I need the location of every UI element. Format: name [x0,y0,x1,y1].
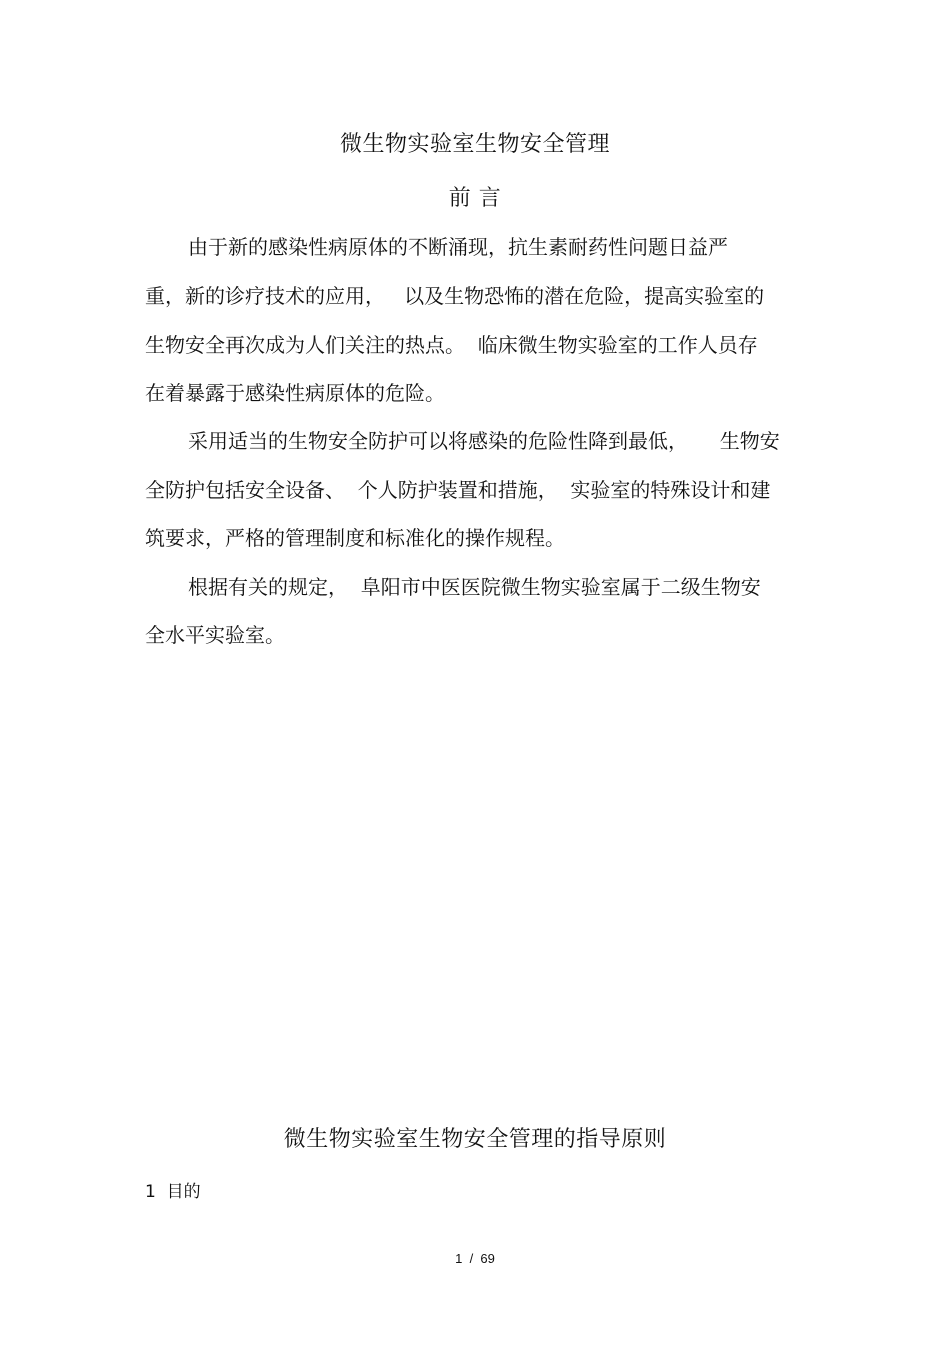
section-item: 1 目的 [145,1182,201,1202]
paragraph-line: 生物安全再次成为人们关注的热点。 临床微生物实验室的工作人员存 [145,333,758,357]
paragraph-line: 采用适当的生物安全防护可以将感染的危险性降到最低， 生物安 [188,429,780,453]
paragraph-line: 筑要求，严格的管理制度和标准化的操作规程。 [145,526,565,550]
paragraph-line: 全防护包括安全设备、 个人防护装置和措施， 实验室的特殊设计和建 [145,478,771,502]
paragraph-line: 由于新的感染性病原体的不断涌现，抗生素耐药性问题日益严 [188,235,728,259]
section-title: 微生物实验室生物安全管理的指导原则 [283,1127,667,1152]
paragraph-line: 全水平实验室。 [145,623,285,647]
page-number: 1 / 69 [455,1251,495,1266]
document-title: 微生物实验室生物安全管理 [339,132,610,157]
paragraph-line: 重，新的诊疗技术的应用， 以及生物恐怖的潜在危险，提高实验室的 [145,284,765,308]
paragraph-line: 根据有关的规定， 阜阳市中医医院微生物实验室属于二级生物安 [188,575,761,599]
paragraph-line: 在着暴露于感染性病原体的危险。 [145,381,445,405]
preface-heading: 前 言 [448,186,502,211]
